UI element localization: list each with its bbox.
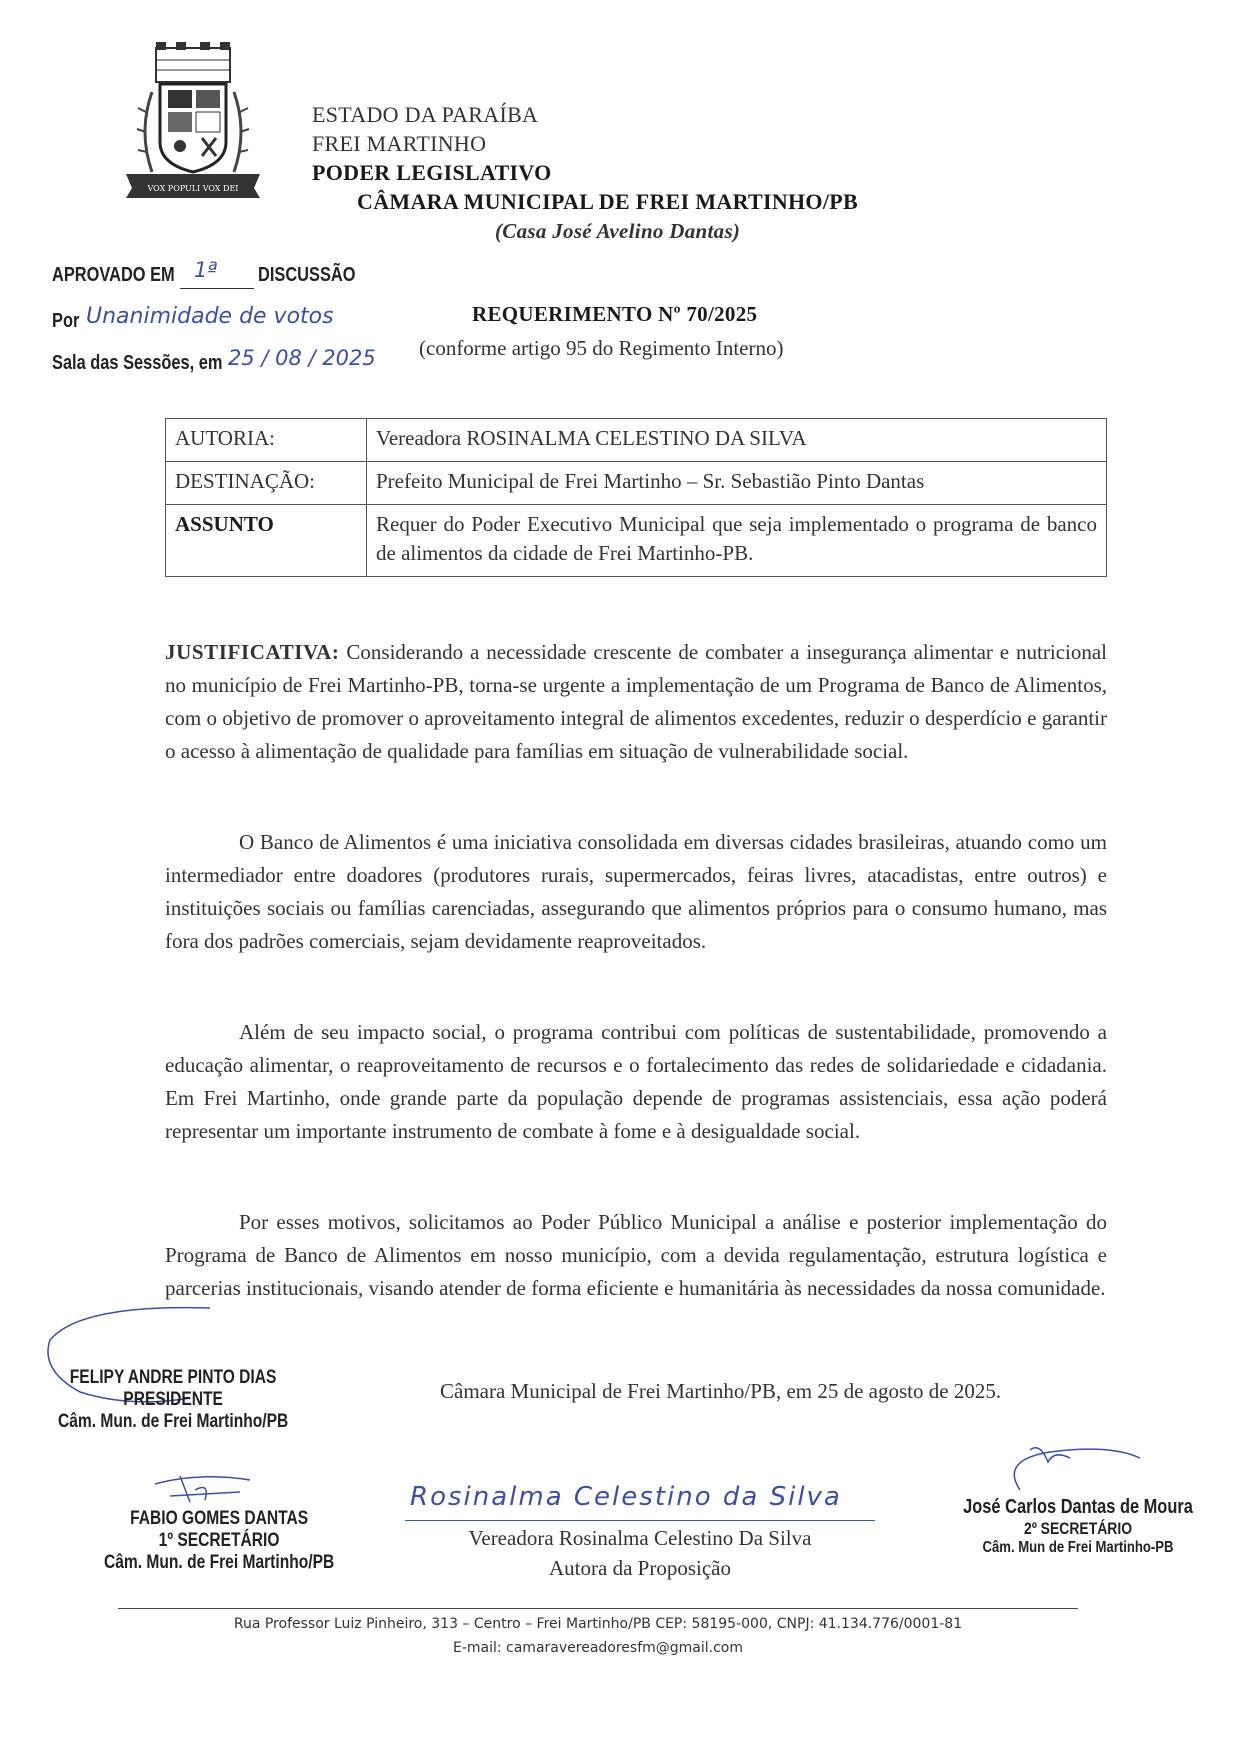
- approval-line: [52, 258, 382, 290]
- author-handwritten-signature: Rosinalma Celestino da Silva: [410, 1482, 842, 1512]
- first-secretary-block: [92, 1508, 346, 1574]
- header-chamber: CÂMARA MUNICIPAL DE FREI MARTINHO/PB: [357, 189, 858, 214]
- second-secretary-role: 2º SECRETÁRIO: [1023, 1519, 1133, 1538]
- requirement-title: REQUERIMENTO Nº 70/2025: [472, 302, 758, 326]
- footer-address: Rua Professor Luiz Pinheiro, 313 – Centro – Frei Martinho/PB CEP: 58195-000, CNPJ: 41.134.776/0001-81: [233, 1616, 963, 1632]
- place-date: Câmara Municipal de Frei Martinho/PB, em 25 de agosto de 2025.: [440, 1379, 1002, 1403]
- author-signature-underline: [405, 1520, 875, 1521]
- first-secretary-role: 1º SECRETÁRIO: [158, 1530, 280, 1551]
- header-state: ESTADO DA PARAÍBA: [312, 102, 539, 127]
- requirement-subtitle: (conforme artigo 95 do Regimento Interno): [419, 336, 784, 360]
- first-secretary-org: Câm. Mun. de Frei Martinho/PB: [103, 1552, 335, 1573]
- president-block: [46, 1367, 300, 1433]
- por-handwritten: Unanimidade de votos: [86, 304, 334, 329]
- table-row: [166, 505, 1107, 577]
- president-role: PRESIDENTE: [123, 1389, 223, 1410]
- header-power: PODER LEGISLATIVO: [312, 160, 552, 185]
- approved-handwritten: 1ª: [194, 258, 218, 282]
- table-row: [166, 462, 1107, 505]
- first-secretary-signature-icon: [150, 1470, 260, 1510]
- first-secretary-name: FABIO GOMES DANTAS: [130, 1508, 309, 1529]
- date-handwritten: 25 / 08 / 2025: [228, 346, 376, 370]
- approved-underline: [180, 288, 254, 289]
- author-role: Autora da Proposição: [549, 1556, 731, 1580]
- second-secretary-signature-icon: [1000, 1440, 1150, 1500]
- table-row: [166, 419, 1107, 462]
- subject-value: Requer do Poder Executivo Municipal que seja implementado o programa de banco de alimentos da cidade de Frei Martinho-PB.: [367, 505, 1107, 577]
- municipal-crest: [118, 42, 268, 200]
- second-secretary-block: [955, 1496, 1201, 1557]
- approved-prefix: APROVADO EM: [52, 264, 175, 286]
- justification-p1-text: Considerando a necessidade crescente de combater a insegurança alimentar e nutricional no município de Frei Martinho-PB, torna-se urgente a implementação de um Programa de Banco de Alimentos, com o objetivo de promover o aproveitamento integral de alimentos excedentes, reduzir o desperdício e garantir o acesso à alimentação de qualidade para famílias em situação de vulnerabilidade social.: [165, 640, 1108, 763]
- header-city: FREI MARTINHO: [312, 131, 487, 156]
- crest-motto: VOX POPULI VOX DEI: [147, 184, 239, 193]
- header-house: (Casa José Avelino Dantas): [495, 219, 741, 243]
- justification-paragraph-3: Além de seu impacto social, o programa contribui com políticas de sustentabilidade, promovendo a educação alimentar, o reaproveitamento de recursos e o fortalecimento das redes de solidariedade e cidadania. Em Frei Martinho, onde grande parte da população depende de programas assistenciais, essa ação poderá representar um importante instrumento de combate à fome e à desigualdade social.: [165, 1020, 1107, 1143]
- authorship-label: AUTORIA:: [166, 419, 367, 462]
- sala-line: [52, 348, 432, 378]
- footer-email: E-mail: camaravereadoresfm@gmail.com: [452, 1640, 744, 1656]
- justification-paragraph-2: O Banco de Alimentos é uma iniciativa consolidada em diversas cidades brasileiras, atuando como um intermediador entre doadores (produtores rurais, supermercados, feiras livres, atacadistas, entre outros) e instituições sociais ou famílias carenciadas, assegurando que alimentos próprios para o consumo humano, mas fora dos padrões comerciais, sejam devidamente reaproveitados.: [165, 830, 1107, 953]
- second-secretary-org: Câm. Mun de Frei Martinho-PB: [982, 1539, 1174, 1556]
- authorship-value: Vereadora ROSINALMA CELESTINO DA SILVA: [367, 419, 1107, 462]
- sala-label: Sala das Sessões, em: [52, 352, 223, 374]
- justification-paragraph-1: [165, 636, 1107, 768]
- info-table: [165, 418, 1107, 577]
- subject-label: ASSUNTO: [166, 505, 367, 577]
- por-line: [52, 306, 432, 336]
- justification-label: JUSTIFICATIVA:: [165, 640, 340, 664]
- crest-icon: [118, 42, 268, 200]
- president-org: Câm. Mun. de Frei Martinho/PB: [57, 1411, 289, 1432]
- president-name: FELIPY ANDRE PINTO DIAS: [69, 1367, 277, 1388]
- footer-divider: [118, 1608, 1078, 1609]
- justification-paragraph-4: Por esses motivos, solicitamos ao Poder Público Municipal a análise e posterior implementação do Programa de Banco de Alimentos em nosso município, com a devida regulamentação, estrutura logística e parcerias institucionais, visando atender de forma eficiente e humanitária às necessidades da nossa comunidade.: [165, 1210, 1107, 1300]
- approved-suffix: DISCUSSÃO: [258, 264, 356, 286]
- destination-label: DESTINAÇÃO:: [166, 462, 367, 505]
- second-secretary-name: José Carlos Dantas de Moura: [963, 1496, 1193, 1518]
- author-name: Vereadora Rosinalma Celestino Da Silva: [468, 1526, 812, 1550]
- destination-value: Prefeito Municipal de Frei Martinho – Sr. Sebastião Pinto Dantas: [367, 462, 1107, 505]
- por-label: Por: [52, 310, 80, 332]
